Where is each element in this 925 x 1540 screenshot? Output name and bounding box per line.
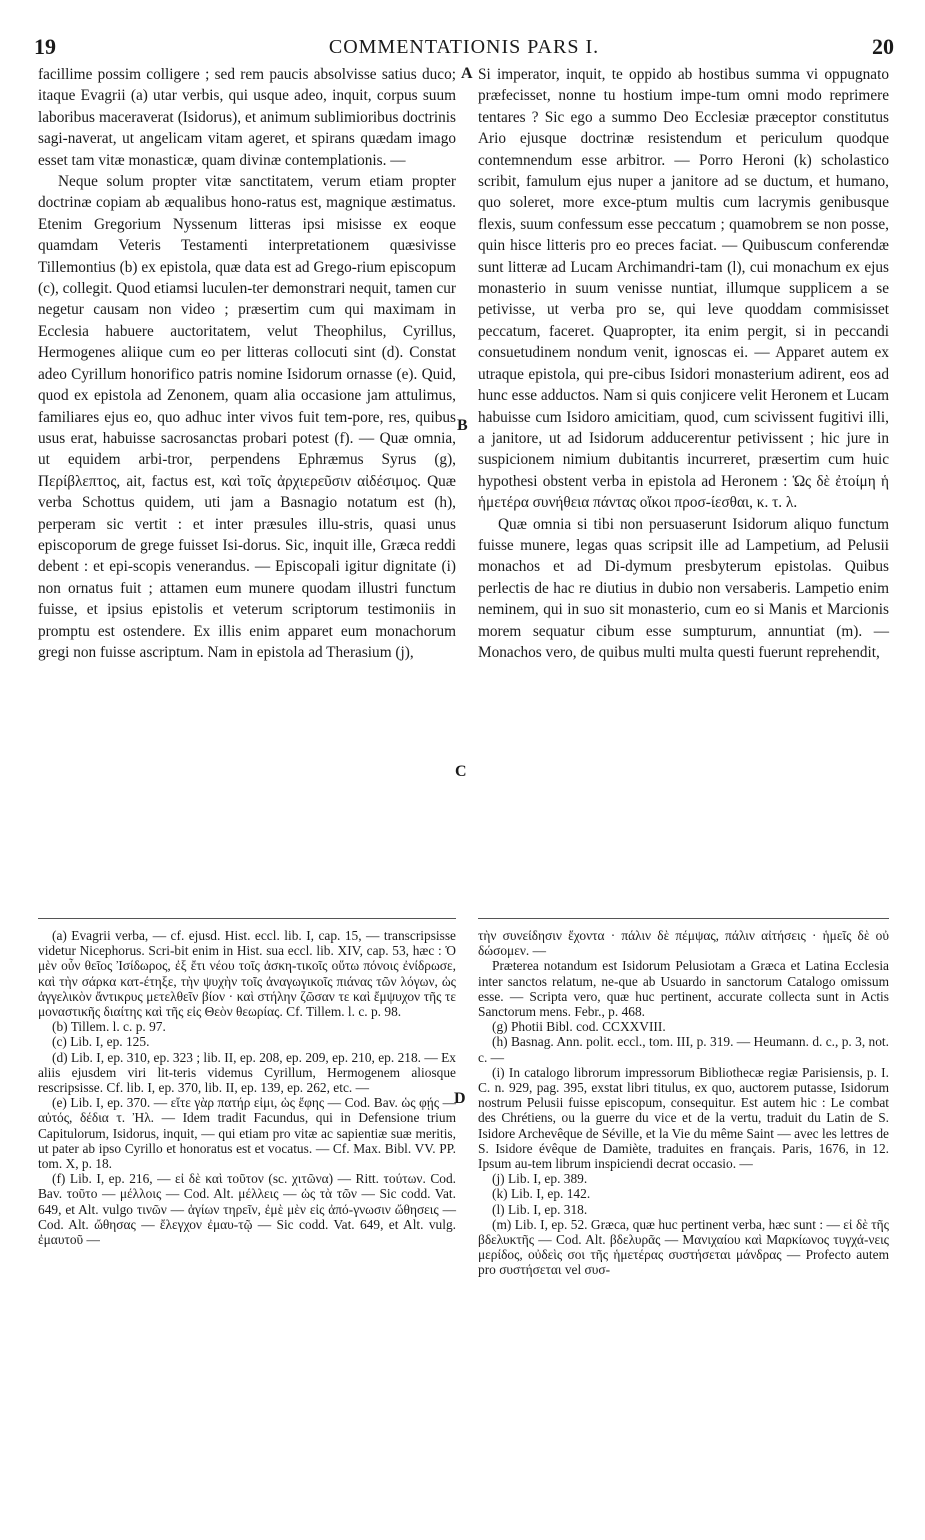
footnote: (l) Lib. I, ep. 318. [492,1201,588,1217]
footnote: Præterea notandum est Isidorum Pelusiotam a Græca et Latina Ecclesia inter sanctos relatum, ne-que ab Usuardo in sanctorum Catalogo omissum esse. — Scripta vero, quæ huc pertinent, accurate collecta sunt in Actis Sanctorum mens. Febr., p. 468. [478,958,889,1020]
running-title: COMMENTATIONIS PARS I. [328,36,600,58]
footnote: (a) Evagrii verba, — cf. ejusd. Hist. eccl. lib. I, cap. 15, — transcripsisse videtur Nicephorus. Scri-bit enim in Hist. sua eccl. lib. XIV, cap. 53, hæc : Ὁ μὲν οὖν θεῖος Ἰσίδωρος, ἐξ ἔτι νέου τοῖς ἀσκη-τικοῖς οὕτω πόνοις ἐνίδρωσε, καὶ τὴν σάρκα κατ-έτηξε, τὴν ψυχὴν τοῖς ἀναγωγικοῖς πιάνας τῶν λόγων, ὡς ἀγγελικὸν ἄντικρυς μετελθεῖν βίον · καὶ στήλην ζῶσαν τε καὶ ἔμψυχον τῆς τε μοναστικῆς διαίτης καὶ τῆς εἰς Θεὸν θεωρίας. Cf. Tillem. l. c. p. 98. [38,928,456,1020]
margin-letter-c: C [455,763,467,780]
footnote: (j) Lib. I, ep. 389. [492,1171,588,1187]
footnote: (e) Lib. I, ep. 370. — εἴτε γὰρ πατήρ εἰμι, ὡς ἔφης — Cod. Bav. ὡς φῄς — αὐτός, δέδια τ. Ἠλ. — Idem tradit Facundus, qui in Defensione trium Capitulorum, Isidorus, inquit, — qui etiam pro vitæ ac sapientiæ suæ meritis, ut pater ab ipso Cyrillo et honoratus est et vocatus. — Cf. Max. Bibl. VV. PP. tom. X, p. 18. [38,1095,456,1172]
footnote: (h) Basnag. Ann. polit. eccl., tom. III, p. 319. — Heumann. d. c., p. 3, not. c. — [478,1034,889,1065]
footnote: τὴν συνείδησιν ἔχοντα · πάλιν δὲ πέμψας, πάλιν αἰτήσεις · ἡμεῖς δὲ οὐ δώσομεν. — [478,928,889,959]
footnote: (d) Lib. I, ep. 310, ep. 323 ; lib. II, ep. 208, ep. 209, ep. 210, ep. 218. — Ex aliis ejusdem viri lit-teris videmus Cyrillum, Hermogenem aliosque rescripsisse. Cf. lib. I, ep. 370, lib. II, ep. 139, ep. 262, etc. — [38,1049,456,1096]
right-footnotes [478,928,889,1278]
footnote: (b) Tillem. l. c. p. 97. [52,1019,166,1035]
margin-letter-a: A [461,65,473,82]
footnote: (k) Lib. I, ep. 142. [492,1186,591,1202]
footnote: (i) In catalogo librorum impressorum Bibliothecæ regiæ Parisiensis, p. I. C. n. 929, pag. 395, exstat libri titulus, ex quo, auctorem putasse, Isidorum nostrum Pelusii fuisse episcopum, consequitur. Est autem hic : Le combat des Chrétiens, ou la guerre du vice et de la vertu, traduit du Latin de S. Isidore Archevêque de Séville, et la Vie du même Saint — avec les lettres de S. Isidore évêque de Damiète, traduites en français. Paris, 1676, in 12. Ipsum au-tem librum inspiciendi decrat occasio. — [478,1064,889,1172]
running-header [34,34,894,62]
paragraph: Quæ omnia si tibi non persuaserunt Isidorum aliquo functum fuisse munere, legas quas scripsit ille ad Lampetium, ad Pelusii monachos et ad Di-dymum presbyterum epistolas. Quibus perlectis de hac re diutius in dubio non versaberis. Lampetio enim neminem, qui in suo sit monasterio, cum eo si Manis et Marcionis morem sequatur cibum esse sumpturum, annuntiat (m). — Monachos vero, de quibus multi multa questi fuerunt reprehendit, [478,515,889,661]
paragraph: Neque solum propter vitæ sanctitatem, verum etiam propter doctrinæ copiam ab æqualibus hono-ratus est, magnique æstimatus. Etenim Gregorium Nyssenum litteras ipsi misisse ex eoque quamdam Veteris Testamenti interpretationem quæsivisse Tillemontius (b) ex epistola, quæ data est ad Grego-rium episcopum (c), collegit. Quod etiamsi luculen-ter demonstrari nequit, tamen cur negetur causam non video ; præsertim cum qui maximam in Ecclesia habuere auctoritatem, velut Theophilus, Cyrillus, Hermogenes aliique cum eo per litteras collocuti sint (d). Constat adeo Cyrillum honorifico patris nomine Isidorum ornasse (e). Quid, quod ex epistola ad Zenonem, quam alia occasione jam attulimus, familiares ejus eo, quo adhuc inter vivos fuit tem-pore, res, quibus usus erat, habuisse sacrosanctas probari potest (f). — Quæ omnia, ut equidem arbi-tror, perpendens Ephræmus Syrus (g), Περίβλεπτος, ait, factus est, καὶ τοῖς ἀρχιερεῦσιν αἰδέσιμος. Quæ verba Schottus quidem, uti jam a Basnagio notatum est (h), perperam sic vertit : et inter præsules illu-stris, quasi unus episcoporum de grege fuisset Isi-dorus. Sic, inquit ille, Græca reddi debent : et epi-scopis venerandus. — Episcopali igitur dignitate (i) non ornatus fuit ; attamen eum munere quodam illustri functum fuisse, et ipsius epistolis et veterum scriptorum testimoniis in promptu est ostendere. Ex illis enim apparet eum monachorum gregi non fuisse ascriptum. Nam in epistola ad Therasium (j), [38,173,456,661]
margin-letter-b: B [457,417,468,434]
left-column-text [38,64,456,663]
footnote: (f) Lib. I, ep. 216, — εἰ δὲ καὶ τοῦτον (sc. χιτῶνα) — Ritt. τούτων. Cod. Bav. τοῦτο — μέλλοις — Cod. Alt. μέλλεις — ὡς τὰ τῶν — Sic codd. Vat. 649, et Alt. vulgo τινῶν — ἁγίων τηρεῖν, ἐμὲ μὲν εἰς ἀπό-γνωσιν ὤθησεις — Cod. Alt. ὤθησας — ἔλεγχον ἐμαυ-τῷ — Sic codd. Vat. 649, et Alt. vulg. ἐμαυτοῦ — [38,1171,456,1248]
footnote: (c) Lib. I, ep. 125. [52,1034,150,1050]
footnote-divider-left [38,918,456,919]
margin-letter-d: D [454,1090,466,1107]
footnote-divider-right [478,918,889,919]
footnote: (g) Photii Bibl. cod. CCXXVIII. [492,1019,666,1035]
footnote: (m) Lib. I, ep. 52. Græca, quæ huc pertinent verba, hæc sunt : — εἰ δὲ τῆς βδελυκτῆς — Cod. Alt. βδελυρᾶς — Μανιχαίου καὶ Μαρκίωνος τυγχά-νεις μερίδος, οὐδεὶς σοι τῆς ἡμετέρας συστήσεται μάνδρας — Profecto autem pro συστήσεται vel συσ- [478,1216,889,1278]
right-column-text [478,64,889,663]
paragraph: Si imperator, inquit, te oppido ab hostibus summa vi oppugnato præfecisset, nonne tu hostium impe-tum omni modo reprimere tentares ? Sic ego a summo Deo Ecclesiæ præceptor constitutus Ario ejusque doctrinæ resistendum et periculum quodque contemnendum esse arbitror. — Porro Heroni (k) scholastico scribit, famulum ejus nuper a janitore ad se ductum, et humano, quo soleret, more exce-ptum multis cum lacrymis genibusque flexis, suum confessum esse peccatum ; quamobrem se non posse, quin hisce litteris pro eo preces faciat. — Quibuscum conferendæ sunt litteræ ad Lucam Archimandri-tam (l), cui monachum ex ejus monasterio in suum venisse nuntiat, illumque supplicem a se petivisse, ut verba pro se, qui leve quoddam commisisset peccatum, faceret. Quapropter, ita enim pergit, si in peccandi consuetudinem nondum venit, ignoscas ei. — Apparet autem ex utraque epistola, qui pre-cibus Isidori monasterium adirent, eos ad hunc esse adductos. Nam si quis conjicere velit Heronem et Lucam habuisse cum Isidoro amicitiam, quod, cum scivissent fugitivi illi, a janitore, ut ad Isidorum adducerentur petivissent ; hic jure in suspicionem nimium dubitantis incurreret, præsertim cum huic hypothesi obstent verba in epistola ad Heronem : Ὡς δὲ ἐτοίμη ἡ ἡμετέρα συνήθεια πάντας οἴκοι προσ-ίεσθαι, κ. τ. λ. [478,66,889,512]
left-footnotes [38,928,456,1247]
page-number-right: 20 [872,34,894,59]
paragraph: facillime possim colligere ; sed rem paucis absolvisse satius duco; itaque Evagrii (a) utar verbis, qui usque adeo, inquit, corpus suum laboribus maceraverat (Isidorus), et animum sublimioribus doctrinis sagi-naverat, ut angelicam vitam ageret, et spirans quædam imago esset tam vitæ monasticæ, quam divinæ contemplationis. — [38,66,456,169]
page-number-left: 19 [34,34,56,59]
